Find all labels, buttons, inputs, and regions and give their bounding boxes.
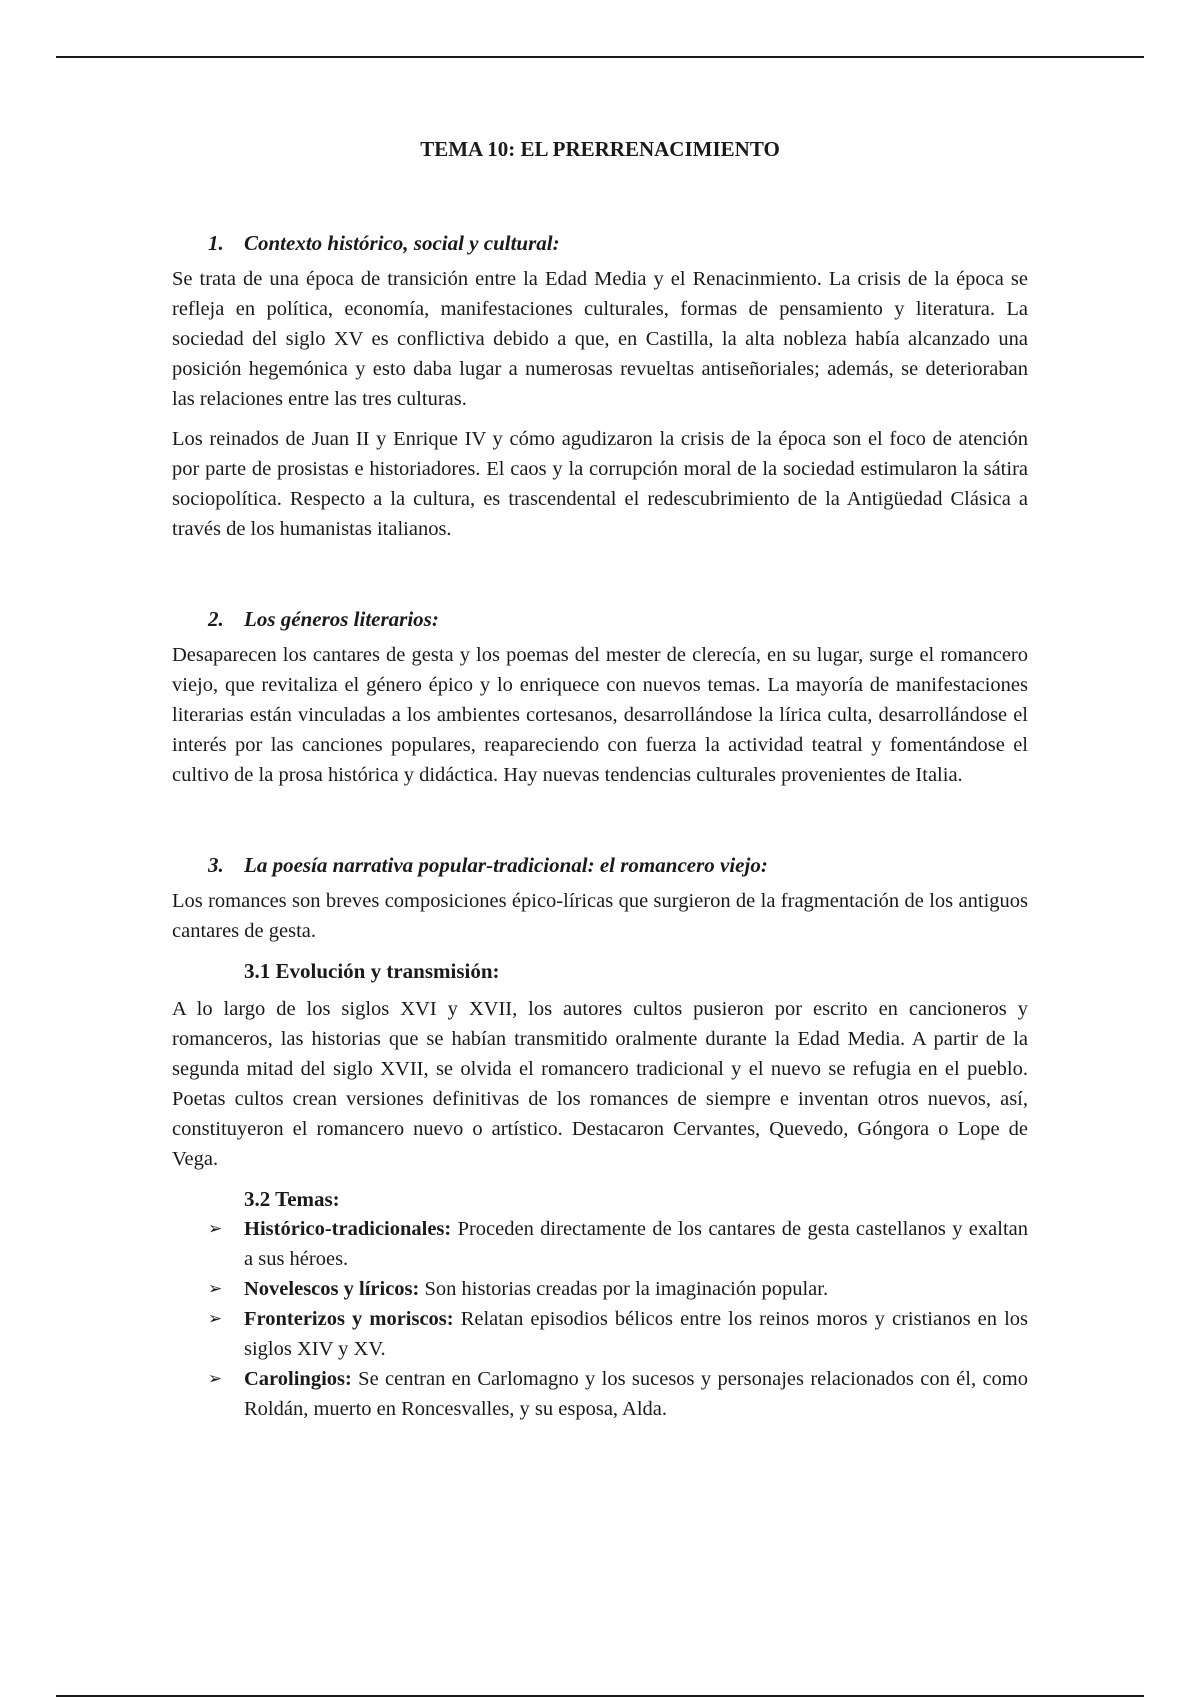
- section-heading: [172, 850, 1028, 880]
- list-item-term: Histórico-tradicionales:: [244, 1218, 452, 1240]
- section-heading: [172, 228, 1028, 258]
- list-item: [172, 1274, 1028, 1304]
- list-item: [172, 1214, 1028, 1274]
- subsection-heading: 3.1 Evolución y transmisión:: [244, 959, 500, 983]
- section-contexto: [172, 228, 1028, 544]
- paragraph: Los reinados de Juan II y Enrique IV y cómo agudizaron la crisis de la época son el foco de atención por parte de prosistas e historiadores. El caos y la corrupción moral de la sociedad estimularon la sátira sociopolítica. Respecto a la cultura, es trascendental el redescubrimiento de la Antigüedad Clásica a través de los humanistas italianos.: [172, 428, 1028, 540]
- section-title: La poesía narrativa popular-tradicional: el romancero viejo:: [244, 853, 768, 877]
- arrow-bullet-icon: ➢: [208, 1369, 223, 1389]
- section-generos: [172, 604, 1028, 790]
- top-rule: [56, 56, 1144, 58]
- section-title: Los géneros literarios:: [244, 607, 439, 631]
- list-item-text: Relatan episodios bélicos entre los reinos moros y cristianos en los siglos XIV y XV.: [244, 1308, 1028, 1360]
- list-item-text: Son historias creadas por la imaginación popular.: [419, 1278, 829, 1300]
- paragraph: Los romances son breves composiciones épico-líricas que surgieron de la fragmentación de los antiguos cantares de gesta.: [172, 890, 1028, 942]
- list-item-term: Fronterizos y moriscos:: [244, 1308, 454, 1330]
- arrow-bullet-icon: ➢: [208, 1219, 223, 1239]
- subsection-heading: 3.2 Temas:: [244, 1187, 340, 1211]
- section-title: Contexto histórico, social y cultural:: [244, 231, 560, 255]
- bottom-rule: [56, 1695, 1144, 1697]
- section-number: 1.: [208, 231, 224, 255]
- section-number: 3.: [208, 853, 224, 877]
- paragraph: Desaparecen los cantares de gesta y los poemas del mester de clerecía, en su lugar, surge el romancero viejo, que revitaliza el género épico y lo enriquece con nuevos temas. La mayoría de manifestaciones literarias están vinculadas a los ambientes cortesanos, desarrollándose la lírica culta, desarrollándose el interés por las canciones populares, reapareciendo con fuerza la actividad teatral y fomentándose el cultivo de la prosa histórica y didáctica. Hay nuevas tendencias culturales provenientes de Italia.: [172, 644, 1028, 786]
- paragraph: A lo largo de los siglos XVI y XVII, los autores cultos pusieron por escrito en cancioneros y romanceros, las historias que se habían transmitido oralmente durante la Edad Media. A partir de la segunda mitad del siglo XVII, se olvida el romancero tradicional y el nuevo se refugia en el pueblo. Poetas cultos crean versiones definitivas de los romances de siempre e inventan otros nuevos, así, constituyeron el romancero nuevo o artístico. Destacaron Cervantes, Quevedo, Góngora o Lope de Vega.: [172, 998, 1028, 1170]
- section-number: 2.: [208, 607, 224, 631]
- list-item-term: Novelescos y líricos:: [244, 1278, 420, 1300]
- list-item-term: Carolingios:: [244, 1368, 352, 1390]
- section-romancero: [172, 850, 1028, 1424]
- section-heading: [172, 604, 1028, 634]
- arrow-bullet-icon: ➢: [208, 1279, 223, 1299]
- list-item-text: Proceden directamente de los cantares de gesta castellanos y exaltan a sus héroes.: [244, 1218, 1028, 1270]
- page-title: TEMA 10: EL PRERRENACIMIENTO: [420, 137, 780, 161]
- list-item: [172, 1364, 1028, 1424]
- themes-list: [172, 1214, 1028, 1424]
- document-body: [172, 134, 1028, 1424]
- arrow-bullet-icon: ➢: [208, 1309, 223, 1329]
- paragraph: Se trata de una época de transición entre la Edad Media y el Renacinmiento. La crisis de la época se refleja en política, economía, manifestaciones culturales, formas de pensamiento y literatura. La sociedad del siglo XV es conflictiva debido a que, en Castilla, la alta nobleza había alcanzado una posición hegemónica y esto daba lugar a numerosas revueltas antiseñoriales; además, se deterioraban las relaciones entre las tres culturas.: [172, 268, 1028, 410]
- list-item-text: Se centran en Carlomagno y los sucesos y personajes relacionados con él, como Roldán, muerto en Roncesvalles, y su esposa, Alda.: [244, 1368, 1028, 1420]
- list-item: [172, 1304, 1028, 1364]
